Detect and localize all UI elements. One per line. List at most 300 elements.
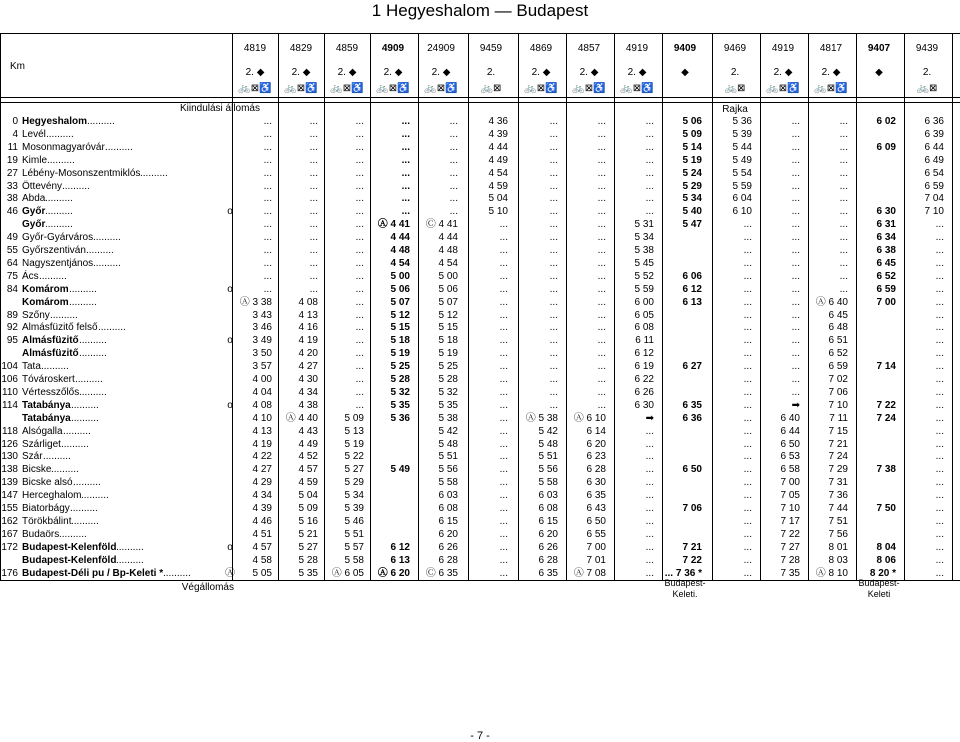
train-number: 9409 xyxy=(673,43,697,54)
train-class: ◆ xyxy=(681,67,689,78)
time-cell: ... xyxy=(549,257,558,269)
time-cell: ... xyxy=(597,193,606,205)
station-name: Tatabánya xyxy=(22,399,71,411)
time-cell: 6 27 xyxy=(682,361,702,373)
time-cell: 4 19 xyxy=(252,438,272,450)
time-cell: 8 03 xyxy=(828,554,848,566)
train-number: 4859 xyxy=(335,43,359,54)
time-cell: ... xyxy=(309,180,318,192)
time-cell: 6 49 xyxy=(924,154,944,166)
time-cell: 6 53 xyxy=(780,451,800,463)
time-cell: 6 31 xyxy=(876,219,896,231)
time-cell: ... xyxy=(935,464,944,476)
time-cell: ... xyxy=(743,219,752,231)
time-cell: ... xyxy=(743,477,752,489)
time-cell: ... xyxy=(743,374,752,385)
station-dots: .......... xyxy=(51,464,79,476)
time-cell: ... xyxy=(549,399,558,411)
time-cell: ... xyxy=(263,283,272,295)
time-cell: 5 31 xyxy=(634,219,654,231)
time-cell: 5 59 xyxy=(732,180,752,192)
time-cell: 8 06 xyxy=(876,554,896,566)
time-cell: 5 07 xyxy=(390,296,410,308)
time-cell: 6 52 xyxy=(876,270,896,282)
time-cell: 6 05 xyxy=(634,309,654,321)
time-cell: 6 54 xyxy=(924,167,944,179)
time-cell: 4 54 xyxy=(390,257,410,269)
station-name: Győr-Gyárváros xyxy=(22,232,94,244)
train-number: 9469 xyxy=(723,43,747,54)
time-cell: 6 28 xyxy=(538,554,558,566)
time-cell: 8 04 xyxy=(876,541,896,553)
time-cell: ... xyxy=(549,167,558,179)
time-cell: ... xyxy=(935,245,944,256)
station-dots: .......... xyxy=(79,348,107,360)
time-cell: ... xyxy=(645,193,654,205)
time-cell: ... xyxy=(839,219,848,231)
time-cell: ... xyxy=(355,141,364,153)
station-dots: .......... xyxy=(93,257,121,269)
station-name: Abda xyxy=(22,193,46,205)
station-name: Mosonmagyaróvár xyxy=(22,141,105,153)
time-cell: ... xyxy=(791,154,800,166)
time-cell: ... xyxy=(597,219,606,231)
time-cell: 7 15 xyxy=(828,425,848,437)
time-cell: ... xyxy=(355,270,364,282)
time-cell: 5 34 xyxy=(344,490,364,502)
time-cell: 7 35 xyxy=(780,567,800,579)
time-cell: 4 39 xyxy=(488,128,508,140)
time-cell: 6 28 xyxy=(438,554,458,566)
time-cell: Ⓐ 6 10 xyxy=(573,412,606,424)
time-cell: ... xyxy=(743,322,752,334)
row-km: 172 xyxy=(1,541,18,553)
time-cell: ... xyxy=(355,219,364,231)
time-cell: 4 27 xyxy=(298,361,318,373)
time-cell: ... xyxy=(549,348,558,360)
station-dots: .......... xyxy=(79,386,107,398)
time-cell: ... xyxy=(309,128,318,140)
time-cell: ... xyxy=(499,554,508,566)
time-cell: Ⓐ 7 08 xyxy=(573,567,606,579)
row-km: 138 xyxy=(1,464,18,476)
time-cell: 4 34 xyxy=(252,490,272,502)
km-label: Km xyxy=(10,61,25,72)
time-cell: ... xyxy=(549,128,558,140)
time-cell: 6 58 xyxy=(780,464,800,476)
time-cell: ... xyxy=(935,374,944,385)
time-cell: 5 35 xyxy=(390,399,410,411)
time-cell: ... xyxy=(549,361,558,373)
time-cell: 5 42 xyxy=(438,425,458,437)
time-cell: ... xyxy=(309,206,318,218)
station-o: o xyxy=(227,541,233,553)
time-cell: ... xyxy=(645,490,654,502)
train-class: 2. ◆ xyxy=(531,67,551,78)
time-cell: ... xyxy=(549,193,558,205)
time-cell: ... xyxy=(597,322,606,334)
time-cell: ... xyxy=(499,451,508,463)
time-cell: ... xyxy=(449,141,458,153)
time-cell: 6 39 xyxy=(924,128,944,140)
row-km: 84 xyxy=(6,283,18,295)
time-cell: 5 25 xyxy=(438,361,458,373)
row-km: 155 xyxy=(1,503,18,514)
station-dots: .......... xyxy=(62,180,90,192)
time-cell: 6 23 xyxy=(586,451,606,463)
time-cell: 6 34 xyxy=(876,232,896,244)
time-cell: ... xyxy=(499,374,508,385)
time-cell: ... xyxy=(743,515,752,527)
time-cell: ... 7 36 * xyxy=(664,567,702,579)
time-cell: ... xyxy=(597,180,606,192)
station-name: Komárom xyxy=(22,283,69,295)
time-cell: 7 10 xyxy=(828,399,848,411)
train-class: 2. ◆ xyxy=(383,67,403,78)
time-cell: 6 52 xyxy=(828,348,848,360)
time-cell: ... xyxy=(449,180,458,192)
time-cell: 5 13 xyxy=(344,425,364,437)
station-dots: .......... xyxy=(59,528,87,540)
time-cell: ... xyxy=(597,348,606,360)
time-cell: 5 51 xyxy=(538,451,558,463)
time-cell: ... xyxy=(935,219,944,231)
time-cell: 6 36 xyxy=(682,412,702,424)
station-name: Almásfüzitő xyxy=(22,348,79,360)
station-dots: .......... xyxy=(61,438,89,450)
station-dots: .......... xyxy=(116,541,144,553)
station-dots: .......... xyxy=(45,206,73,218)
time-cell: ... xyxy=(263,245,272,256)
time-cell: 4 08 xyxy=(252,399,272,411)
station-name: Kimle xyxy=(22,154,48,166)
time-cell: 7 06 xyxy=(682,503,702,514)
time-cell: ... xyxy=(499,232,508,244)
time-cell: ... xyxy=(309,116,318,127)
time-cell: ... xyxy=(791,283,800,295)
rajka-label: Rajka xyxy=(722,104,748,115)
time-cell: ... xyxy=(935,348,944,360)
time-cell: ... xyxy=(935,270,944,282)
station-name: Budaörs xyxy=(22,528,60,540)
train-class: 2. ◆ xyxy=(431,67,451,78)
time-cell: 5 46 xyxy=(344,515,364,527)
train-class: 2. xyxy=(730,67,740,78)
time-cell: ... xyxy=(645,503,654,514)
time-cell: ... xyxy=(839,141,848,153)
station-dots: .......... xyxy=(79,335,107,347)
time-cell: 6 03 xyxy=(538,490,558,502)
time-cell: 5 49 xyxy=(732,154,752,166)
time-cell: ... xyxy=(309,193,318,205)
time-cell: ... xyxy=(355,206,364,218)
station-dots: .......... xyxy=(105,141,133,153)
time-cell: ... xyxy=(791,180,800,192)
time-cell: 5 44 xyxy=(732,141,752,153)
train-icons: 🚲⊠♿ xyxy=(620,83,654,94)
train-class: 2. ◆ xyxy=(821,67,841,78)
page-title: 1 Hegyeshalom — Budapest xyxy=(371,1,589,20)
time-cell: 7 14 xyxy=(876,361,896,373)
time-cell: ... xyxy=(839,180,848,192)
time-cell: ... xyxy=(645,128,654,140)
time-cell: 6 30 xyxy=(634,399,654,411)
time-cell: ... xyxy=(263,219,272,231)
train-class: 2. ◆ xyxy=(627,67,647,78)
time-cell: 7 50 xyxy=(876,503,896,514)
time-cell: ... xyxy=(499,515,508,527)
time-cell: 5 48 xyxy=(438,438,458,450)
time-cell: 6 26 xyxy=(634,386,654,398)
time-cell: ... xyxy=(263,167,272,179)
time-cell: 4 44 xyxy=(488,141,508,153)
time-cell: ... xyxy=(839,245,848,256)
time-cell: ... xyxy=(549,283,558,295)
time-cell: 6 45 xyxy=(876,257,896,269)
time-cell: 5 38 xyxy=(634,245,654,256)
time-cell: 6 28 xyxy=(586,464,606,476)
row-km: 27 xyxy=(6,167,18,179)
time-cell: ... xyxy=(549,309,558,321)
time-cell: 5 18 xyxy=(390,335,410,347)
time-cell: 7 00 xyxy=(780,477,800,489)
time-cell: 6 14 xyxy=(586,425,606,437)
station-name: Tóvároskert xyxy=(22,374,75,385)
time-cell: 4 54 xyxy=(438,257,458,269)
time-cell: ... xyxy=(645,438,654,450)
station-dots: .......... xyxy=(163,567,191,579)
time-cell: ... xyxy=(743,541,752,553)
time-cell: ... xyxy=(645,515,654,527)
time-cell: 5 28 xyxy=(298,554,318,566)
station-dots: .......... xyxy=(41,361,69,373)
time-cell: ... xyxy=(791,167,800,179)
time-cell: 4 57 xyxy=(252,541,272,553)
time-cell: 5 29 xyxy=(344,477,364,489)
time-cell: ... xyxy=(935,451,944,463)
station-dots: .......... xyxy=(70,503,98,514)
time-cell: Ⓒ 4 41 xyxy=(425,219,458,231)
station-name: Szőny xyxy=(22,309,50,321)
time-cell: 5 21 xyxy=(298,528,318,540)
row-km: 118 xyxy=(2,425,18,437)
time-cell: ... xyxy=(935,309,944,321)
station-dots: .......... xyxy=(46,128,74,140)
time-cell: ... xyxy=(499,528,508,540)
time-cell: 6 04 xyxy=(732,193,752,205)
train-icons: 🚲⊠♿ xyxy=(424,83,458,94)
time-cell: ... xyxy=(401,180,410,192)
time-cell: 5 45 xyxy=(634,257,654,269)
time-cell: ... xyxy=(499,322,508,334)
time-cell: 6 12 xyxy=(634,348,654,360)
station-name: Lébény-Mosonszentmiklós xyxy=(22,167,141,179)
time-cell: 7 28 xyxy=(780,554,800,566)
time-cell: ... xyxy=(597,361,606,373)
time-cell: 7 36 xyxy=(828,490,848,502)
time-cell: 4 16 xyxy=(298,322,318,334)
time-cell: ... xyxy=(499,503,508,514)
time-cell: 5 09 xyxy=(298,503,318,514)
time-cell: ... xyxy=(935,386,944,398)
time-cell: ... xyxy=(791,206,800,218)
time-cell: ... xyxy=(309,245,318,256)
time-cell: 3 49 xyxy=(252,335,272,347)
train-class: ◆ xyxy=(875,67,883,78)
time-cell: ... xyxy=(549,322,558,334)
time-cell: ... xyxy=(597,206,606,218)
row-km: 147 xyxy=(1,490,18,502)
time-cell: 5 00 xyxy=(438,270,458,282)
time-cell: 5 34 xyxy=(682,193,702,205)
time-cell: ... xyxy=(309,219,318,231)
station-name: Tata xyxy=(22,361,41,373)
time-cell: Ⓐ 6 05 xyxy=(331,567,364,579)
station-dots: .......... xyxy=(71,412,99,424)
time-cell: ... xyxy=(355,296,364,308)
time-cell: 7 22 xyxy=(876,399,896,411)
time-cell: Ⓐ 3 38 xyxy=(239,296,272,308)
time-cell: 5 19 xyxy=(438,348,458,360)
time-cell: ... xyxy=(935,283,944,295)
station-dots: .......... xyxy=(69,296,97,308)
time-cell: 6 22 xyxy=(634,374,654,385)
time-cell: ... xyxy=(935,438,944,450)
time-cell: ... xyxy=(645,554,654,566)
time-cell: ... xyxy=(355,116,364,127)
time-cell: 7 38 xyxy=(876,464,896,476)
time-cell: 5 32 xyxy=(390,386,410,398)
time-cell: ... xyxy=(597,374,606,385)
time-cell: ... xyxy=(743,490,752,502)
row-km: 46 xyxy=(6,206,18,218)
row-km: 114 xyxy=(2,399,18,411)
time-cell: 5 22 xyxy=(344,451,364,463)
time-cell: 5 04 xyxy=(488,193,508,205)
row-km: 162 xyxy=(1,515,18,527)
time-cell: 5 18 xyxy=(438,335,458,347)
station-name: Győrszentiván xyxy=(22,245,86,256)
time-cell: 5 16 xyxy=(298,515,318,527)
time-cell: ... xyxy=(499,490,508,502)
station-dots: .......... xyxy=(69,283,97,295)
station-dots: .......... xyxy=(81,490,109,502)
time-cell: ... xyxy=(597,232,606,244)
time-cell: ... xyxy=(743,309,752,321)
time-cell: ... xyxy=(791,386,800,398)
row-km: 19 xyxy=(6,154,18,166)
time-cell: 7 21 xyxy=(682,541,702,553)
time-cell: 7 01 xyxy=(586,554,606,566)
time-cell: ... xyxy=(401,167,410,179)
time-cell: ... xyxy=(499,567,508,579)
time-cell: ... xyxy=(935,257,944,269)
time-cell: 6 38 xyxy=(876,245,896,256)
time-cell: ... xyxy=(791,193,800,205)
time-cell: 5 06 xyxy=(390,283,410,295)
time-cell: ... xyxy=(549,219,558,231)
time-cell: 5 58 xyxy=(538,477,558,489)
row-km: 49 xyxy=(6,232,18,244)
time-cell: ... xyxy=(263,270,272,282)
station-dots: .......... xyxy=(98,322,126,334)
row-km: 92 xyxy=(6,322,18,334)
time-cell: 5 32 xyxy=(438,386,458,398)
time-cell: 8 01 xyxy=(828,541,848,553)
train-class: 2. ◆ xyxy=(773,67,793,78)
time-cell: ... xyxy=(549,296,558,308)
time-cell: 5 28 xyxy=(438,374,458,385)
time-cell: 5 35 xyxy=(438,399,458,411)
time-cell: ... xyxy=(839,283,848,295)
time-cell: 6 09 xyxy=(876,141,896,153)
time-cell: 6 15 xyxy=(538,515,558,527)
time-cell: ... xyxy=(355,180,364,192)
time-cell: ... xyxy=(791,374,800,385)
time-cell: ... xyxy=(597,399,606,411)
station-name: Bicske xyxy=(22,464,52,476)
time-cell: 6 13 xyxy=(390,554,410,566)
time-cell: 4 49 xyxy=(488,154,508,166)
time-cell: ... xyxy=(597,141,606,153)
time-cell: 7 17 xyxy=(780,515,800,527)
time-cell: 7 44 xyxy=(828,503,848,514)
train-class: 2. ◆ xyxy=(245,67,265,78)
time-cell: 4 59 xyxy=(488,180,508,192)
time-cell: 5 27 xyxy=(298,541,318,553)
time-cell: ... xyxy=(549,206,558,218)
time-cell: ... xyxy=(309,232,318,244)
time-cell: ... xyxy=(743,296,752,308)
time-cell: ... xyxy=(401,154,410,166)
time-cell: 4 30 xyxy=(298,374,318,385)
station-dots: .......... xyxy=(87,116,115,127)
row-km: 130 xyxy=(1,451,18,463)
time-cell: 6 08 xyxy=(438,503,458,514)
time-cell: 4 00 xyxy=(252,374,272,385)
time-cell: ... xyxy=(743,425,752,437)
time-cell: 5 42 xyxy=(538,425,558,437)
train-class: 2. ◆ xyxy=(337,67,357,78)
time-cell: ... xyxy=(355,335,364,347)
time-cell: ... xyxy=(791,245,800,256)
time-cell: ... xyxy=(549,141,558,153)
time-cell: ... xyxy=(791,116,800,127)
time-cell: ... xyxy=(743,386,752,398)
time-cell: 6 55 xyxy=(586,528,606,540)
time-cell: ... xyxy=(839,232,848,244)
time-cell: 5 09 xyxy=(344,412,364,424)
time-cell: ... xyxy=(935,399,944,411)
time-cell: 5 59 xyxy=(634,283,654,295)
time-cell: ... xyxy=(309,270,318,282)
train-number: 4857 xyxy=(577,43,601,54)
time-cell: 6 08 xyxy=(538,503,558,514)
time-cell: ... xyxy=(645,141,654,153)
station-o: o xyxy=(227,399,233,411)
time-cell: ... xyxy=(935,296,944,308)
time-cell: ... xyxy=(791,232,800,244)
time-cell: 6 26 xyxy=(538,541,558,553)
time-cell: 6 59 xyxy=(876,283,896,295)
station-name: Törökbálint xyxy=(22,515,72,527)
station-dots: .......... xyxy=(116,554,144,566)
time-cell: 6 48 xyxy=(828,322,848,334)
time-cell: 6 08 xyxy=(634,322,654,334)
time-cell: ... xyxy=(791,296,800,308)
time-cell: 4 27 xyxy=(252,464,272,476)
station-name: Levél xyxy=(22,128,46,140)
